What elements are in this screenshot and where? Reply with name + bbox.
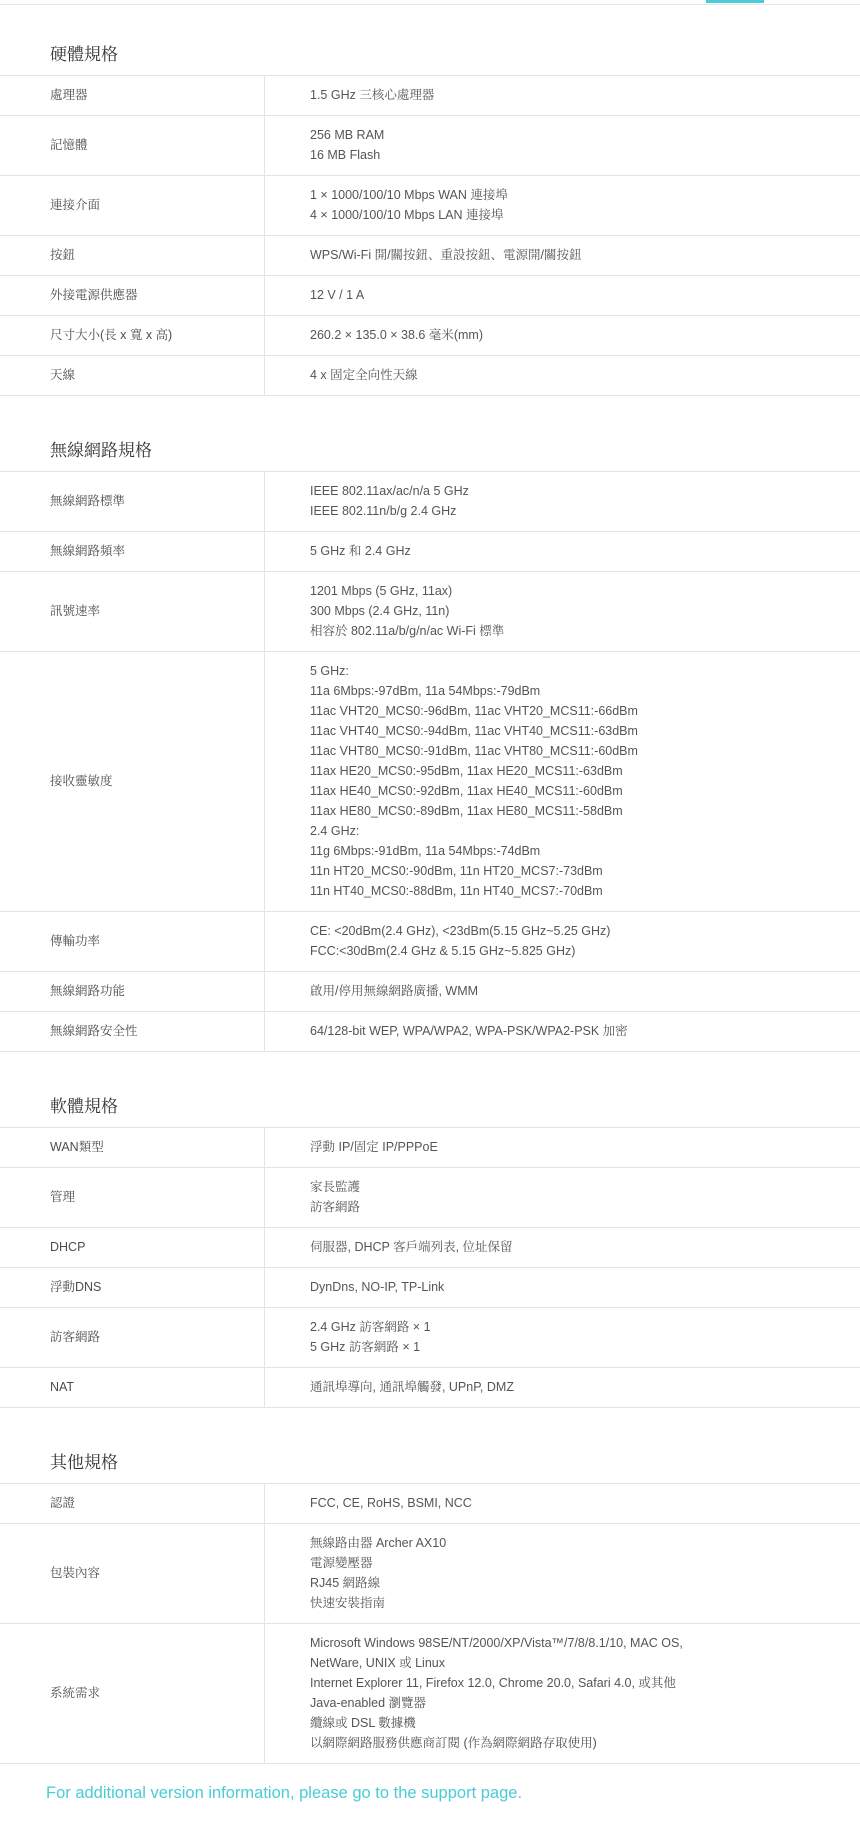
- spec-label: 記憶體: [0, 116, 265, 176]
- spec-value-line: 5 GHz 訪客網路 × 1: [310, 1340, 421, 1354]
- spec-value-line: 11ax HE80_MCS0:-89dBm, 11ax HE80_MCS11:-58dBm: [310, 804, 623, 818]
- spec-value: [265, 472, 860, 532]
- spec-value: [265, 76, 860, 116]
- spec-row: [0, 572, 860, 652]
- spec-value-line: 11ax HE40_MCS0:-92dBm, 11ax HE40_MCS11:-60dBm: [310, 784, 623, 798]
- spec-value: [265, 1308, 860, 1368]
- spec-label: 包裝內容: [0, 1524, 265, 1624]
- spec-label: 連接介面: [0, 176, 265, 236]
- spec-value-line: FCC:<30dBm(2.4 GHz & 5.15 GHz~5.825 GHz): [310, 944, 576, 958]
- spec-value-line: 1201 Mbps (5 GHz, 11ax): [310, 584, 453, 598]
- spec-value-line: 2.4 GHz 訪客網路 × 1: [310, 1320, 431, 1334]
- spec-row: [0, 76, 860, 116]
- spec-value-line: 1 × 1000/100/10 Mbps WAN 連接埠: [310, 188, 508, 202]
- spec-label: 浮動DNS: [0, 1268, 265, 1308]
- spec-value: [265, 1624, 860, 1764]
- spec-value-line: 4 × 1000/100/10 Mbps LAN 連接埠: [310, 208, 504, 222]
- spec-label: WAN類型: [0, 1128, 265, 1168]
- spec-row: [0, 1624, 860, 1764]
- spec-value-line: 16 MB Flash: [310, 148, 381, 162]
- spec-value-line: DynDns, NO-IP, TP-Link: [310, 1280, 445, 1294]
- spec-value-line: 11ax HE20_MCS0:-95dBm, 11ax HE20_MCS11:-63dBm: [310, 764, 623, 778]
- spec-value: [265, 532, 860, 572]
- spec-value-line: 11ac VHT80_MCS0:-91dBm, 11ac VHT80_MCS11:-60dBm: [310, 744, 638, 758]
- spec-value: [265, 316, 860, 356]
- spec-row: [0, 1368, 860, 1408]
- spec-row: [0, 1128, 860, 1168]
- spec-value-line: 1.5 GHz 三核心處理器: [310, 88, 435, 102]
- spec-label: 接收靈敏度: [0, 652, 265, 912]
- spec-value: [265, 276, 860, 316]
- spec-label: 訪客網路: [0, 1308, 265, 1368]
- spec-value-line: 伺服器, DHCP 客戶端列表, 位址保留: [310, 1240, 513, 1254]
- spec-row: [0, 316, 860, 356]
- spec-row: [0, 472, 860, 532]
- spec-value: [265, 912, 860, 972]
- spec-label: 無線網路安全性: [0, 1012, 265, 1052]
- spec-value-line: Java-enabled 瀏覽器: [310, 1696, 427, 1710]
- spec-value: [265, 1012, 860, 1052]
- spec-value-line: 12 V / 1 A: [310, 288, 365, 302]
- spec-row: [0, 116, 860, 176]
- spec-value-line: 5 GHz:: [310, 664, 349, 678]
- spec-row: [0, 1268, 860, 1308]
- spec-section: [0, 1095, 860, 1408]
- spec-table: [0, 1127, 860, 1408]
- spec-label: 無線網路標準: [0, 472, 265, 532]
- spec-label: 處理器: [0, 76, 265, 116]
- spec-label: 尺寸大小(長 x 寬 x 高): [0, 316, 265, 356]
- spec-label: 無線網路頻率: [0, 532, 265, 572]
- spec-row: [0, 1228, 860, 1268]
- spec-row: [0, 356, 860, 396]
- spec-value: [265, 1368, 860, 1408]
- spec-value: [265, 572, 860, 652]
- spec-value: [265, 176, 860, 236]
- spec-label: 外接電源供應器: [0, 276, 265, 316]
- spec-table: [0, 75, 860, 396]
- spec-label: DHCP: [0, 1228, 265, 1268]
- spec-value-line: 260.2 × 135.0 × 38.6 毫米(mm): [310, 328, 484, 342]
- spec-value: [265, 1524, 860, 1624]
- spec-value-line: 11n HT20_MCS0:-90dBm, 11n HT20_MCS7:-73dBm: [310, 864, 603, 878]
- spec-value-line: 11a 6Mbps:-97dBm, 11a 54Mbps:-79dBm: [310, 684, 541, 698]
- spec-label: 傳輸功率: [0, 912, 265, 972]
- spec-row: [0, 276, 860, 316]
- spec-value: [265, 116, 860, 176]
- spec-value-line: FCC, CE, RoHS, BSMI, NCC: [310, 1496, 472, 1510]
- spec-value-line: 11g 6Mbps:-91dBm, 11a 54Mbps:-74dBm: [310, 844, 541, 858]
- spec-row: [0, 972, 860, 1012]
- spec-value-line: 無線路由器 Archer AX10: [310, 1536, 447, 1550]
- spec-label: 天線: [0, 356, 265, 396]
- spec-value-line: 11ac VHT40_MCS0:-94dBm, 11ac VHT40_MCS11:-63dBm: [310, 724, 638, 738]
- spec-row: [0, 912, 860, 972]
- spec-value: [265, 236, 860, 276]
- spec-value: [265, 1228, 860, 1268]
- spec-value: [265, 652, 860, 912]
- spec-value: [265, 1268, 860, 1308]
- spec-value-line: 5 GHz 和 2.4 GHz: [310, 544, 411, 558]
- spec-value-line: 256 MB RAM: [310, 128, 385, 142]
- spec-row: [0, 236, 860, 276]
- spec-value-line: Internet Explorer 11, Firefox 12.0, Chrome 20.0, Safari 4.0, 或其他: [310, 1676, 676, 1690]
- spec-label: 系統需求: [0, 1624, 265, 1764]
- spec-value-line: IEEE 802.11n/b/g 2.4 GHz: [310, 504, 457, 518]
- spec-section: [0, 0, 860, 396]
- spec-value-line: 11n HT40_MCS0:-88dBm, 11n HT40_MCS7:-70dBm: [310, 884, 603, 898]
- spec-value-line: 電源變壓器: [310, 1556, 373, 1570]
- spec-value-line: CE: <20dBm(2.4 GHz), <23dBm(5.15 GHz~5.25 GHz): [310, 924, 611, 938]
- spec-value-line: 以網際網路服務供應商訂閱 (作為網際網路存取使用): [310, 1736, 597, 1750]
- spec-value-line: 通訊埠導向, 通訊埠觸發, UPnP, DMZ: [310, 1380, 514, 1394]
- spec-label: 管理: [0, 1168, 265, 1228]
- spec-value-line: 300 Mbps (2.4 GHz, 11n): [310, 604, 450, 618]
- spec-value: [265, 1128, 860, 1168]
- spec-value: [265, 972, 860, 1012]
- spec-row: [0, 1012, 860, 1052]
- section-title: 其他規格: [50, 1453, 118, 1472]
- spec-value-line: 家長監護: [310, 1180, 361, 1194]
- spec-value-line: 快速安裝指南: [310, 1596, 386, 1610]
- spec-row: [0, 1524, 860, 1624]
- spec-value: [265, 1484, 860, 1524]
- spec-row: [0, 532, 860, 572]
- section-title: 軟體規格: [50, 1097, 118, 1116]
- spec-value-line: IEEE 802.11ax/ac/n/a 5 GHz: [310, 484, 469, 498]
- spec-label: 訊號速率: [0, 572, 265, 652]
- spec-value-line: 4 x 固定全向性天線: [310, 368, 418, 382]
- spec-row: [0, 176, 860, 236]
- spec-value: [265, 356, 860, 396]
- spec-row: [0, 1168, 860, 1228]
- spec-label: 按鈕: [0, 236, 265, 276]
- spec-label: NAT: [0, 1368, 265, 1408]
- spec-value-line: 纜線或 DSL 數據機: [310, 1716, 416, 1730]
- spec-value-line: WPS/Wi-Fi 開/關按鈕、重設按鈕、電源開/關按鈕: [310, 248, 582, 262]
- spec-row: [0, 1308, 860, 1368]
- section-title: 硬體規格: [50, 45, 118, 64]
- spec-label: 無線網路功能: [0, 972, 265, 1012]
- spec-value-line: 相容於 802.11a/b/g/n/ac Wi-Fi 標準: [310, 624, 505, 638]
- spec-table: [0, 471, 860, 1052]
- support-page-link[interactable]: For additional version information, please go to the support page.: [46, 1784, 523, 1802]
- spec-value-line: 2.4 GHz:: [310, 824, 360, 838]
- spec-value-line: 訪客網路: [310, 1200, 361, 1214]
- spec-row: [0, 1484, 860, 1524]
- spec-value-line: 11ac VHT20_MCS0:-96dBm, 11ac VHT20_MCS11:-66dBm: [310, 704, 638, 718]
- spec-row: [0, 652, 860, 912]
- spec-value: [265, 1168, 860, 1228]
- spec-value-line: 啟用/停用無線網路廣播, WMM: [310, 984, 479, 998]
- section-title: 無線網路規格: [50, 441, 152, 460]
- spec-table: [0, 1483, 860, 1764]
- spec-value-line: 64/128-bit WEP, WPA/WPA2, WPA-PSK/WPA2-PSK 加密: [310, 1024, 628, 1038]
- spec-value-line: NetWare, UNIX 或 Linux: [310, 1656, 445, 1670]
- spec-value-line: 浮動 IP/固定 IP/PPPoE: [310, 1140, 438, 1154]
- spec-section: [0, 1451, 860, 1764]
- spec-section: [0, 439, 860, 1052]
- spec-value-line: RJ45 網路線: [310, 1576, 381, 1590]
- spec-value-line: Microsoft Windows 98SE/NT/2000/XP/Vista™/7/8/8.1/10, MAC OS,: [310, 1636, 683, 1650]
- spec-label: 認證: [0, 1484, 265, 1524]
